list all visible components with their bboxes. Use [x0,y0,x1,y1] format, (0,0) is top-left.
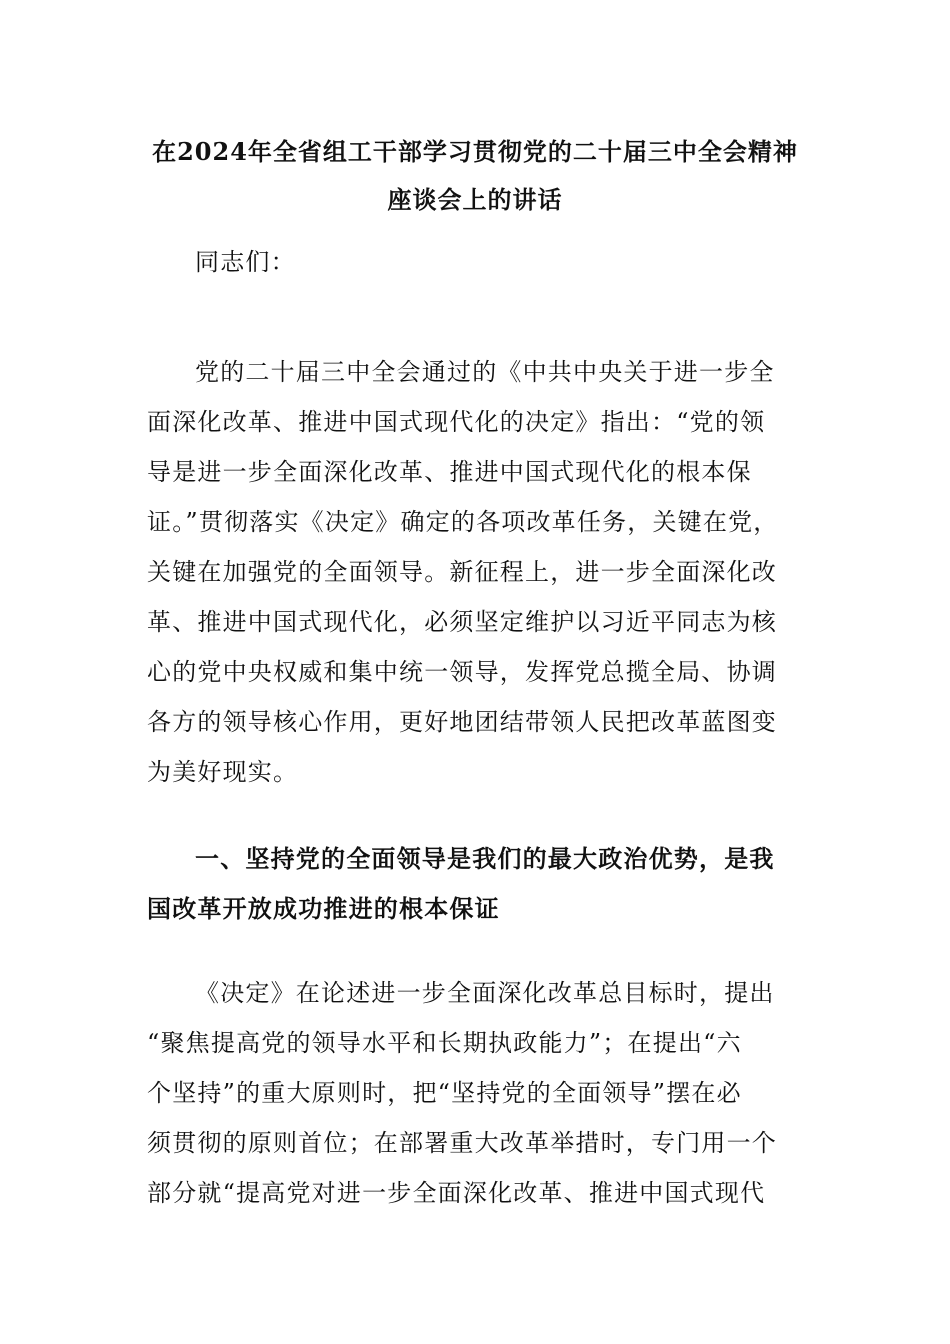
paragraph-1-line: 关键在加强党的全面领导。新征程上，进一步全面深化改 [147,558,777,586]
paragraph-1-line: 面深化改革、推进中国式现代化的决定》指出：“党的领 [147,408,766,436]
paragraph-1-line: 革、推进中国式现代化，必须坚定维护以习近平同志为核 [147,608,777,636]
paragraph-1-line: 心的党中央权威和集中统一领导，发挥党总揽全局、协调 [147,658,777,686]
paragraph-1-line: 党的二十届三中全会通过的《中共中央关于进一步全 [195,358,775,386]
salutation: 同志们： [195,248,296,276]
section-heading-1-line: 国改革开放成功推进的根本保证 [147,894,500,923]
paragraph-2-line: 《决定》在论述进一步全面深化改革总目标时，提出 [195,979,775,1007]
paragraph-1-line: 证。”贯彻落实《决定》确定的各项改革任务，关键在党， [147,508,779,536]
section-heading-1-line: 一、坚持党的全面领导是我们的最大政治优势，是我 [195,844,775,873]
paragraph-1-line: 为美好现实。 [147,758,299,786]
paragraph-2-line: “聚焦提高党的领导水平和长期执政能力”；在提出“六 [147,1029,742,1057]
paragraph-1-line: 各方的领导核心作用，更好地团结带领人民把改革蓝图变 [147,708,777,736]
paragraph-2-line: 部分就“提高党对进一步全面深化改革、推进中国式现代 [147,1179,766,1207]
document-title-line-2: 座谈会上的讲话 [387,185,563,214]
paragraph-2-line: 须贯彻的原则首位；在部署重大改革举措时，专门用一个 [147,1129,777,1157]
document-title-line-1: 在2024年全省组工干部学习贯彻党的二十届三中全会精神 [152,137,798,166]
paragraph-1-line: 导是进一步全面深化改革、推进中国式现代化的根本保 [147,458,752,486]
paragraph-2-line: 个坚持”的重大原则时，把“坚持党的全面领导”摆在必 [147,1079,742,1107]
